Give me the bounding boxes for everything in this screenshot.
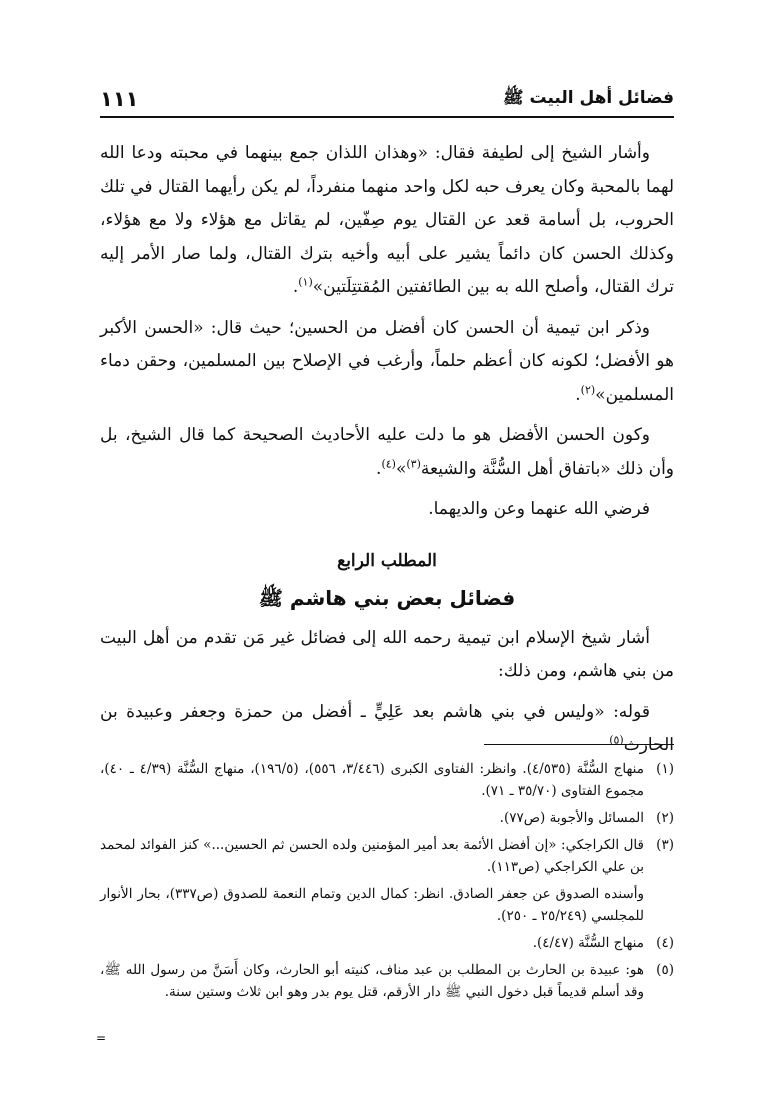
footnote-number: (٥): [656, 962, 674, 978]
paragraph-3-text: وكون الحسن الأفضل هو ما دلت عليه الأحاديث الصحيحة كما قال الشيخ، بل وأن ذلك «باتفاق أهل السُّنَّة والشيعة: [100, 425, 674, 479]
page-header: [100, 82, 674, 118]
footnote: [100, 807, 674, 829]
footnote: [100, 834, 674, 878]
footnote-ref-4: (٤): [381, 456, 396, 470]
footnote-text: هو: عبيدة بن الحارث بن المطلب بن عبد مناف، كنيته أبو الحارث، وكان أَسَنَّ من رسول الله ﷺ، وقد أسلم قديماً قبل دخول النبي ﷺ دار الأرقم، قتل يوم بدر وهو ابن ثلاث وستين سنة.: [100, 962, 644, 1000]
footnote-ref-2: (٢): [580, 382, 596, 396]
footnote-ref-1: (١): [298, 275, 313, 289]
footnote-separator: [484, 744, 674, 745]
footnote-text: منهاج السُّنَّة (٤/٤٧).: [532, 935, 644, 951]
paragraph-2-text: وذكر ابن تيمية أن الحسن كان أفضل من الحسين؛ حيث قال: «الحسن الأكبر هو الأفضل؛ لكونه كان أعظم حلماً، وأرغب في الإصلاح بين المسلمين، وحقن دماء المسلمين»: [100, 317, 674, 405]
page-number: ١١١: [100, 87, 139, 111]
paragraph-1: وأشار الشيخ إلى لطيفة فقال: «وهذان اللذان جمع بينهما في محبته ودعا الله لهما بالمحبة وكان يعرف حبه لكل واحد منهما منفرداً، لم يكن رأيهما القتال في تلك الحروب، بل أسامة قعد عن القتال يوم صِفّين، لم يقاتل مع هؤلاء ولا مع هؤلاء، وكذلك الحسن كان دائماً يشير على أبيه وأخيه بترك القتال، ولما صار الأمر إليه ترك القتال، وأصلح الله به بين الطائفتين المُقتتِلَتين»$^{(١)}$.: [100, 143, 674, 297]
footnote-number: (٢): [656, 810, 674, 826]
section-title: فضائل بعض بني هاشم ﷺ: [258, 586, 516, 610]
footnote-number: (٣): [656, 837, 674, 853]
footnote: [100, 932, 674, 954]
footnote-ref-5: (٥): [609, 733, 624, 747]
footnote: [100, 959, 674, 1003]
footnote-continuation: وأسنده الصدوق عن جعفر الصادق. انظر: كمال الدين وتمام النعمة للصدوق (ص٣٣٧)، بحار الأنوار للمجلسي (٢٥/٢٤٩ ـ ٢٥٠).: [100, 886, 644, 924]
paragraph-3: وكون الحسن الأفضل هو ما دلت عليه الأحاديث الصحيحة كما قال الشيخ، بل وأن ذلك «باتفاق أهل السُّنَّة والشيعة$^{(٣)}$»$^{(٤)}$.: [100, 425, 674, 479]
main-text: [100, 137, 674, 770]
section-subtitle: المطلب الرابع: [337, 550, 437, 571]
footnote-number: (٤): [656, 935, 674, 951]
footnote-text: قال الكراجكي: «إن أفضل الأئمة بعد أمير المؤمنين ولده الحسن ثم الحسين...» كنز الفوائد لمحمد بن علي الكراجكي (ص١١٣).: [100, 837, 644, 875]
running-title: فضائل أهل البيت ﷺ: [503, 87, 674, 108]
footnote-number: (١): [656, 761, 674, 777]
footnote-text: منهاج السُّنَّة (٤/٥٣٥). وانظر: الفتاوى الكبرى (٣/٤٤٦، ٥٥٦)، (١٩٦/٥)، منهاج السُّنَّة (٤/٣٩ ـ ٤٠)، مجموع الفتاوى (٣٥/٧٠ ـ ٧١).: [100, 761, 644, 799]
footnote-text: المسائل والأجوبة (ص٧٧).: [499, 810, 644, 826]
paragraph-4: فرضي الله عنهما وعن والديهما.: [428, 499, 650, 519]
paragraph-1-text: وأشار الشيخ إلى لطيفة فقال: «وهذان اللذان جمع بينهما في محبته ودعا الله لهما بالمحبة وكان يعرف حبه لكل واحد منهما منفرداً، لم يكن رأيهما القتال في تلك الحروب، بل أسامة قعد عن القتال يوم صِفّين، لم يقاتل مع هؤلاء ولا مع هؤلاء، وكذلك الحسن كان دائماً يشير على أبيه وأخيه بترك القتال، ولما صار الأمر إليه ترك القتال، وأصلح الله به بين الطائفتين المُقتتِلَتين»: [100, 143, 674, 297]
continuation-mark: =: [96, 1031, 107, 1045]
paragraph-6-text: قوله: «وليس في بني هاشم بعد عَلِيٍّ ـ أفضل من حمزة وجعفر وعبيدة بن الحارث: [100, 701, 674, 755]
footnotes: [100, 758, 674, 1008]
footnote-ref-3: (٣): [406, 456, 421, 470]
closing-quote: »: [395, 458, 407, 479]
paragraph-5: أشار شيخ الإسلام ابن تيمية رحمه الله إلى فضائل غير مَن تقدم من أهل البيت من بني هاشم، ومن ذلك:: [100, 627, 674, 681]
footnote: [100, 758, 674, 802]
paragraph-6: [100, 696, 674, 763]
paragraph-2: وذكر ابن تيمية أن الحسن كان أفضل من الحسين؛ حيث قال: «الحسن الأكبر هو الأفضل؛ لكونه كان أعظم حلماً، وأرغب في الإصلاح بين المسلمين، وحقن دماء المسلمين»$^{(٢)}$.: [100, 317, 674, 405]
